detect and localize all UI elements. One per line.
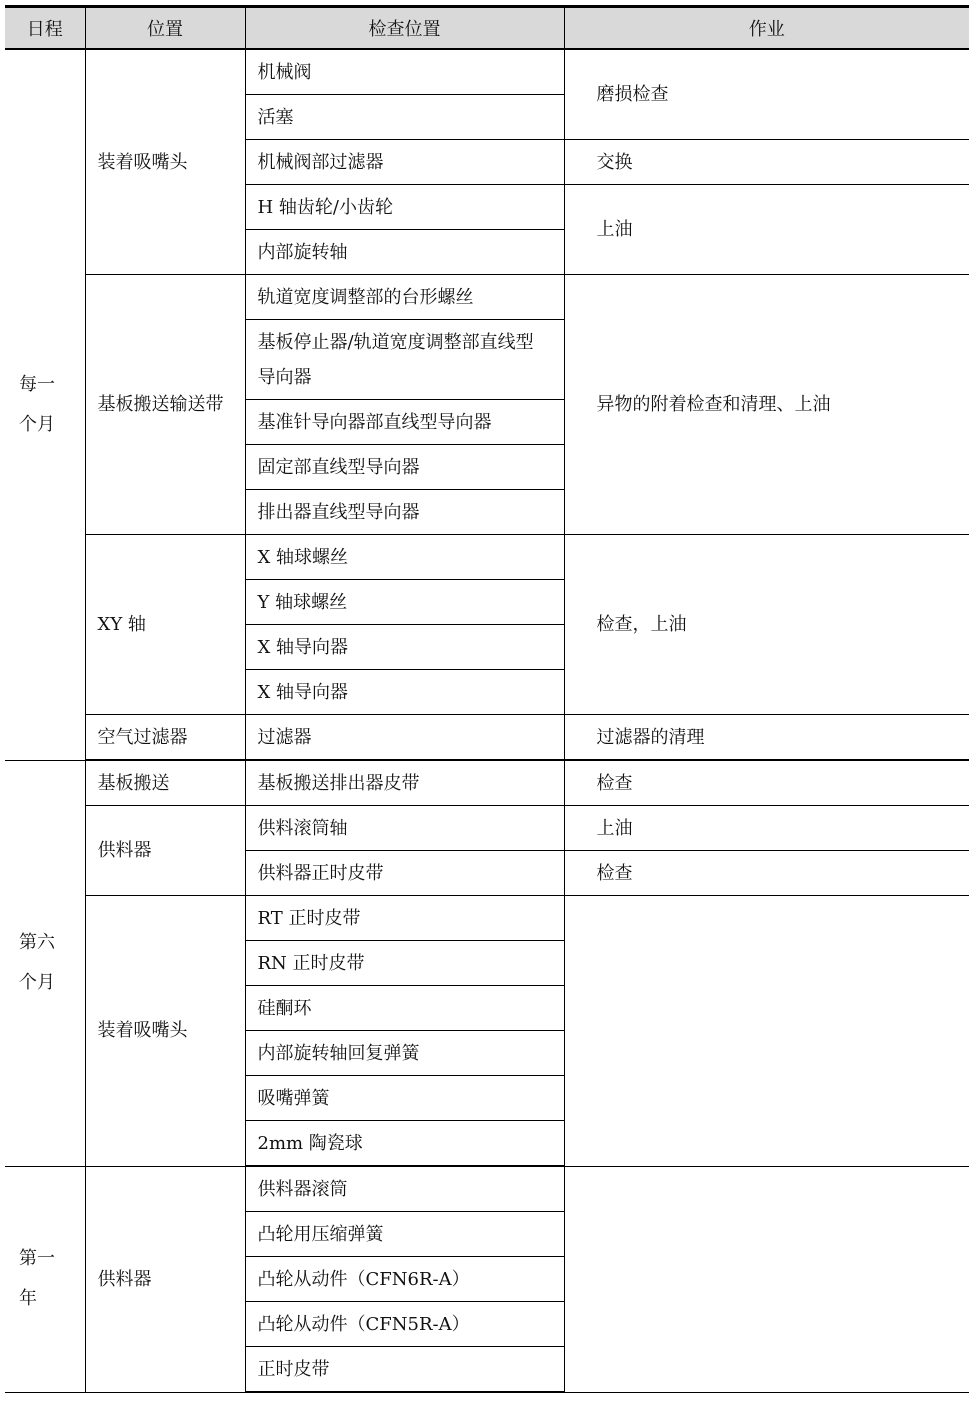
location-cell: 装着吸嘴头 — [85, 49, 245, 275]
header-row — [5, 7, 969, 50]
inspection-point-cell: 供料器滚筒 — [245, 1166, 564, 1212]
task-cell: 上油 — [564, 185, 969, 275]
schedule-cell: 第六 个月 — [5, 760, 85, 1166]
inspection-point-cell: 供料滚筒轴 — [245, 806, 564, 851]
task-cell: 过滤器的清理 — [564, 715, 969, 761]
task-cell — [564, 896, 969, 1167]
inspection-point-cell: RN 正时皮带 — [245, 941, 564, 986]
location-cell: XY 轴 — [85, 535, 245, 715]
task-cell: 检查 — [564, 760, 969, 806]
inspection-point-cell: 凸轮用压缩弹簧 — [245, 1212, 564, 1257]
inspection-point-cell: 机械阀部过滤器 — [245, 140, 564, 185]
task-cell: 交换 — [564, 140, 969, 185]
table-row — [5, 715, 969, 761]
table-row — [5, 535, 969, 580]
inspection-point-cell: 凸轮从动件（CFN6R-A） — [245, 1257, 564, 1302]
inspection-point-cell: X 轴球螺丝 — [245, 535, 564, 580]
task-cell — [564, 1166, 969, 1392]
table-row — [5, 806, 969, 851]
inspection-point-cell: X 轴导向器 — [245, 670, 564, 715]
table-row — [5, 760, 969, 806]
inspection-point-cell: 固定部直线型导向器 — [245, 445, 564, 490]
inspection-point-cell: 基板搬送排出器皮带 — [245, 760, 564, 806]
inspection-point-cell: Y 轴球螺丝 — [245, 580, 564, 625]
inspection-point-cell: 活塞 — [245, 95, 564, 140]
task-cell: 磨损检查 — [564, 49, 969, 140]
inspection-point-cell: 机械阀 — [245, 49, 564, 95]
inspection-point-cell: 基板停止器/轨道宽度调整部直线型导向器 — [245, 320, 564, 400]
maintenance-schedule-table — [5, 5, 969, 1393]
header-task: 作业 — [564, 7, 969, 50]
location-cell: 供料器 — [85, 806, 245, 896]
inspection-point-cell: 硅酮环 — [245, 986, 564, 1031]
schedule-cell: 每一 个月 — [5, 49, 85, 760]
location-cell: 基板搬送 — [85, 760, 245, 806]
table-row — [5, 49, 969, 95]
inspection-point-cell: 基准针导向器部直线型导向器 — [245, 400, 564, 445]
location-cell: 供料器 — [85, 1166, 245, 1392]
inspection-point-cell: 内部旋转轴回复弹簧 — [245, 1031, 564, 1076]
inspection-point-cell: RT 正时皮带 — [245, 896, 564, 941]
location-cell: 基板搬送输送带 — [85, 275, 245, 535]
task-cell: 上油 — [564, 806, 969, 851]
inspection-point-cell: 凸轮从动件（CFN5R-A） — [245, 1302, 564, 1347]
inspection-point-cell: 排出器直线型导向器 — [245, 490, 564, 535]
header-location: 位置 — [85, 7, 245, 50]
inspection-point-cell: 正时皮带 — [245, 1347, 564, 1393]
inspection-point-cell: 吸嘴弹簧 — [245, 1076, 564, 1121]
header-inspection-point: 检查位置 — [245, 7, 564, 50]
table-row — [5, 275, 969, 320]
inspection-point-cell: X 轴导向器 — [245, 625, 564, 670]
schedule-cell: 第一年 — [5, 1166, 85, 1392]
inspection-point-cell: 轨道宽度调整部的台形螺丝 — [245, 275, 564, 320]
inspection-point-cell: H 轴齿轮/小齿轮 — [245, 185, 564, 230]
inspection-point-cell: 2mm 陶瓷球 — [245, 1121, 564, 1167]
header-schedule: 日程 — [5, 7, 85, 50]
task-cell: 异物的附着检查和清理、上油 — [564, 275, 969, 535]
table-row — [5, 1166, 969, 1212]
location-cell: 空气过滤器 — [85, 715, 245, 761]
inspection-point-cell: 过滤器 — [245, 715, 564, 761]
location-cell: 装着吸嘴头 — [85, 896, 245, 1167]
table-row — [5, 896, 969, 941]
task-cell: 检查，上油 — [564, 535, 969, 715]
table-body — [5, 49, 969, 1392]
inspection-point-cell: 供料器正时皮带 — [245, 851, 564, 896]
inspection-point-cell: 内部旋转轴 — [245, 230, 564, 275]
task-cell: 检查 — [564, 851, 969, 896]
